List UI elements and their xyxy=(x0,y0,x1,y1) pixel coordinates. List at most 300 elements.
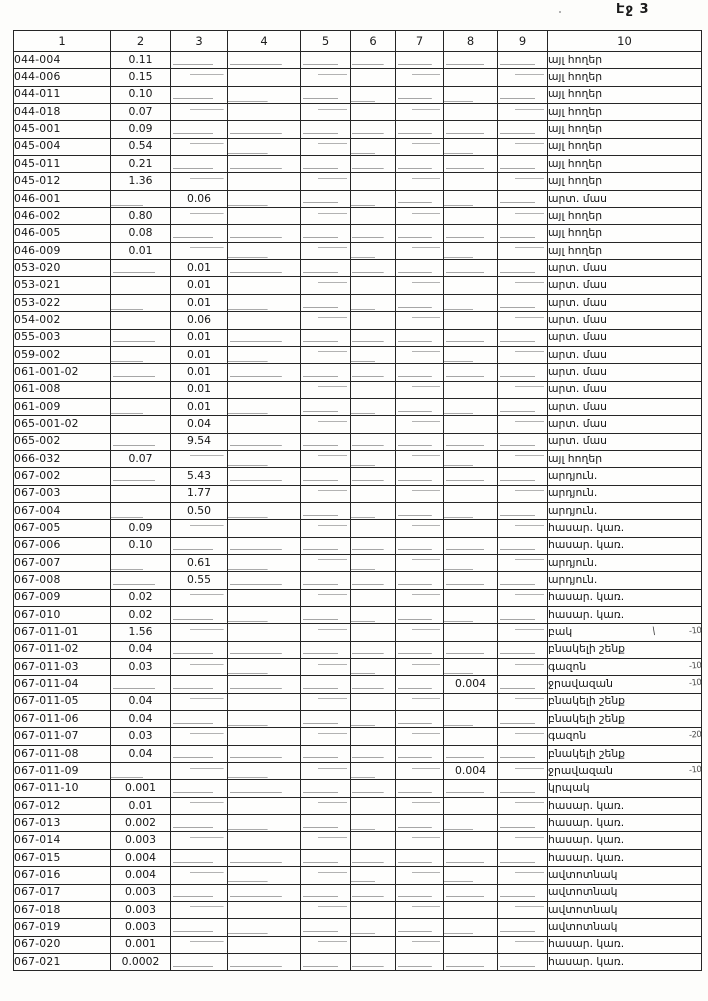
cell-col5 xyxy=(301,104,351,121)
cell-col9 xyxy=(498,763,548,780)
cell-parcel-code: 067-010 xyxy=(14,607,111,624)
cell-col8 xyxy=(444,104,498,121)
cell-col6 xyxy=(351,953,396,970)
table-row xyxy=(14,381,702,398)
table-row xyxy=(14,294,702,311)
cell-col5 xyxy=(301,260,351,277)
cell-landuse: հասար. կառ. xyxy=(548,607,702,624)
cell-landuse: այլ հողեր xyxy=(548,225,702,242)
cell-col7 xyxy=(396,919,444,936)
cell-col9 xyxy=(498,346,548,363)
table-row xyxy=(14,780,702,797)
cell-parcel-code: 055-003 xyxy=(14,329,111,346)
cell-col9 xyxy=(498,572,548,589)
margin-note: -10 xyxy=(688,660,702,672)
cell-col3: 0.01 xyxy=(171,260,228,277)
cell-parcel-code: 067-021 xyxy=(14,953,111,970)
cell-col3: 1.77 xyxy=(171,485,228,502)
cell-col4 xyxy=(228,693,301,710)
cell-parcel-code: 046-005 xyxy=(14,225,111,242)
cell-col3: 0.01 xyxy=(171,398,228,415)
cell-landuse: այլ հողեր xyxy=(548,173,702,190)
cell-col4 xyxy=(228,884,301,901)
cell-parcel-code: 067-015 xyxy=(14,849,111,866)
cell-parcel-code: 044-006 xyxy=(14,69,111,86)
cell-col7 xyxy=(396,381,444,398)
cell-col2: 0.08 xyxy=(111,225,171,242)
cell-col4 xyxy=(228,624,301,641)
cell-parcel-code: 061-001-02 xyxy=(14,364,111,381)
cell-landuse: այլ հողեր xyxy=(548,156,702,173)
cell-col4 xyxy=(228,936,301,953)
land-registry-table xyxy=(13,30,702,971)
cell-col9 xyxy=(498,277,548,294)
cell-col5 xyxy=(301,693,351,710)
table-row xyxy=(14,156,702,173)
cell-col5 xyxy=(301,849,351,866)
cell-col4 xyxy=(228,502,301,519)
cell-col3 xyxy=(171,225,228,242)
cell-col3: 0.01 xyxy=(171,277,228,294)
cell-col5 xyxy=(301,537,351,554)
table-row xyxy=(14,398,702,415)
cell-parcel-code: 059-002 xyxy=(14,346,111,363)
cell-col7 xyxy=(396,69,444,86)
cell-landuse: հասար. կառ. xyxy=(548,936,702,953)
cell-col7 xyxy=(396,901,444,918)
table-body xyxy=(14,52,702,971)
cell-col4 xyxy=(228,69,301,86)
cell-col9 xyxy=(498,919,548,936)
cell-col6 xyxy=(351,381,396,398)
cell-col3 xyxy=(171,919,228,936)
cell-col5 xyxy=(301,763,351,780)
cell-landuse: հասար. կառ. xyxy=(548,849,702,866)
margin-note: -20 xyxy=(688,729,702,741)
table-row xyxy=(14,86,702,103)
cell-col5 xyxy=(301,138,351,155)
cell-col9 xyxy=(498,849,548,866)
cell-col4 xyxy=(228,728,301,745)
cell-col3: 0.04 xyxy=(171,416,228,433)
cell-col2 xyxy=(111,190,171,207)
cell-col9 xyxy=(498,607,548,624)
cell-col4 xyxy=(228,121,301,138)
cell-parcel-code: 053-020 xyxy=(14,260,111,277)
cell-col5 xyxy=(301,901,351,918)
cell-col9 xyxy=(498,867,548,884)
cell-col3: 0.01 xyxy=(171,329,228,346)
cell-col8 xyxy=(444,242,498,259)
cell-col6 xyxy=(351,260,396,277)
header-row xyxy=(14,31,702,52)
table-row xyxy=(14,728,702,745)
cell-col6 xyxy=(351,572,396,589)
cell-col9 xyxy=(498,260,548,277)
cell-col7 xyxy=(396,797,444,814)
table-row xyxy=(14,190,702,207)
cell-col5 xyxy=(301,936,351,953)
cell-col3 xyxy=(171,901,228,918)
cell-col4 xyxy=(228,416,301,433)
cell-col4 xyxy=(228,225,301,242)
cell-col8 xyxy=(444,502,498,519)
cell-col5 xyxy=(301,173,351,190)
cell-parcel-code: 067-016 xyxy=(14,867,111,884)
cell-parcel-code: 044-018 xyxy=(14,104,111,121)
cell-col5 xyxy=(301,294,351,311)
cell-col6 xyxy=(351,676,396,693)
cell-col2 xyxy=(111,554,171,571)
cell-parcel-code: 044-011 xyxy=(14,86,111,103)
cell-landuse: արդյուն. xyxy=(548,502,702,519)
cell-col8 xyxy=(444,537,498,554)
cell-col8 xyxy=(444,416,498,433)
cell-col5 xyxy=(301,884,351,901)
cell-col2: 0.09 xyxy=(111,121,171,138)
cell-col8 xyxy=(444,711,498,728)
cell-col9 xyxy=(498,520,548,537)
cell-landuse: ջրավազան xyxy=(548,763,702,780)
cell-col6 xyxy=(351,398,396,415)
cell-col4 xyxy=(228,190,301,207)
cell-col7 xyxy=(396,676,444,693)
cell-col3 xyxy=(171,121,228,138)
table-row xyxy=(14,225,702,242)
cell-parcel-code: 067-018 xyxy=(14,901,111,918)
cell-col8 xyxy=(444,728,498,745)
cell-col6 xyxy=(351,277,396,294)
cell-landuse: ավտոտնակ xyxy=(548,867,702,884)
cell-col2: 0.80 xyxy=(111,208,171,225)
cell-col7 xyxy=(396,294,444,311)
cell-landuse: հասար. կառ. xyxy=(548,537,702,554)
cell-col9 xyxy=(498,416,548,433)
column-header-5: 5 xyxy=(301,31,351,52)
cell-col9 xyxy=(498,693,548,710)
cell-col5 xyxy=(301,624,351,641)
cell-col4 xyxy=(228,381,301,398)
cell-col6 xyxy=(351,69,396,86)
cell-col3 xyxy=(171,86,228,103)
cell-col3: 0.01 xyxy=(171,381,228,398)
cell-col6 xyxy=(351,832,396,849)
cell-col4 xyxy=(228,815,301,832)
cell-landuse: այլ հողեր xyxy=(548,69,702,86)
table-row xyxy=(14,242,702,259)
cell-parcel-code: 067-007 xyxy=(14,554,111,571)
cell-col4 xyxy=(228,208,301,225)
cell-col7 xyxy=(396,815,444,832)
column-header-8: 8 xyxy=(444,31,498,52)
cell-col4 xyxy=(228,589,301,606)
cell-col8 xyxy=(444,572,498,589)
cell-parcel-code: 067-011-01 xyxy=(14,624,111,641)
cell-landuse: այլ հողեր xyxy=(548,52,702,69)
cell-col8 xyxy=(444,346,498,363)
cell-col4 xyxy=(228,607,301,624)
cell-col6 xyxy=(351,225,396,242)
cell-col7 xyxy=(396,936,444,953)
cell-col2 xyxy=(111,329,171,346)
cell-col3 xyxy=(171,208,228,225)
cell-col4 xyxy=(228,294,301,311)
cell-parcel-code: 067-011-08 xyxy=(14,745,111,762)
cell-parcel-code: 045-004 xyxy=(14,138,111,155)
cell-col6 xyxy=(351,346,396,363)
cell-col8 xyxy=(444,520,498,537)
cell-col3 xyxy=(171,659,228,676)
cell-col6 xyxy=(351,468,396,485)
cell-col8 xyxy=(444,450,498,467)
cell-col7 xyxy=(396,554,444,571)
cell-col9 xyxy=(498,364,548,381)
cell-col4 xyxy=(228,780,301,797)
cell-col2: 0.004 xyxy=(111,849,171,866)
cell-col7 xyxy=(396,884,444,901)
cell-col5 xyxy=(301,52,351,69)
cell-col6 xyxy=(351,450,396,467)
cell-col4 xyxy=(228,554,301,571)
cell-col9 xyxy=(498,624,548,641)
cell-col6 xyxy=(351,919,396,936)
cell-col9 xyxy=(498,312,548,329)
cell-landuse: ավտոտնակ xyxy=(548,884,702,901)
cell-col9 xyxy=(498,86,548,103)
cell-col7 xyxy=(396,763,444,780)
cell-col7 xyxy=(396,450,444,467)
cell-col5 xyxy=(301,659,351,676)
cell-col3 xyxy=(171,641,228,658)
cell-col2 xyxy=(111,260,171,277)
cell-col5 xyxy=(301,156,351,173)
cell-col3 xyxy=(171,69,228,86)
cell-landuse: այլ հողեր xyxy=(548,121,702,138)
cell-col6 xyxy=(351,208,396,225)
cell-col9 xyxy=(498,121,548,138)
cell-parcel-code: 053-022 xyxy=(14,294,111,311)
cell-col7 xyxy=(396,173,444,190)
cell-col6 xyxy=(351,190,396,207)
cell-col4 xyxy=(228,468,301,485)
cell-col6 xyxy=(351,745,396,762)
cell-col6 xyxy=(351,485,396,502)
cell-col7 xyxy=(396,867,444,884)
cell-col3: 0.61 xyxy=(171,554,228,571)
cell-col5 xyxy=(301,277,351,294)
table-row xyxy=(14,346,702,363)
cell-col2 xyxy=(111,294,171,311)
cell-col4 xyxy=(228,156,301,173)
cell-col7 xyxy=(396,277,444,294)
table-row xyxy=(14,901,702,918)
cell-col9 xyxy=(498,433,548,450)
margin-note: -10 xyxy=(688,625,702,637)
cell-col2: 0.04 xyxy=(111,711,171,728)
cell-col7 xyxy=(396,485,444,502)
cell-col3 xyxy=(171,138,228,155)
cell-col9 xyxy=(498,69,548,86)
cell-col9 xyxy=(498,659,548,676)
table-row xyxy=(14,537,702,554)
cell-col2 xyxy=(111,312,171,329)
cell-col6 xyxy=(351,520,396,537)
cell-parcel-code: 067-011-04 xyxy=(14,676,111,693)
cell-col6 xyxy=(351,104,396,121)
cell-col8 xyxy=(444,815,498,832)
cell-col2: 0.10 xyxy=(111,86,171,103)
table-row xyxy=(14,312,702,329)
column-header-2: 2 xyxy=(111,31,171,52)
cell-col4 xyxy=(228,346,301,363)
table-row xyxy=(14,641,702,658)
table-row xyxy=(14,520,702,537)
cell-col5 xyxy=(301,208,351,225)
cell-col3 xyxy=(171,797,228,814)
margin-note: -10 xyxy=(688,764,702,776)
cell-landuse: ավտոտնակ xyxy=(548,901,702,918)
cell-col6 xyxy=(351,537,396,554)
cell-col9 xyxy=(498,711,548,728)
cell-col7 xyxy=(396,953,444,970)
cell-col6 xyxy=(351,763,396,780)
cell-col8 xyxy=(444,901,498,918)
cell-parcel-code: 067-013 xyxy=(14,815,111,832)
cell-col4 xyxy=(228,797,301,814)
cell-col8 xyxy=(444,936,498,953)
cell-col4 xyxy=(228,52,301,69)
cell-parcel-code: 067-002 xyxy=(14,468,111,485)
cell-col5 xyxy=(301,589,351,606)
table-row xyxy=(14,572,702,589)
cell-col3 xyxy=(171,537,228,554)
cell-col7 xyxy=(396,624,444,641)
cell-col6 xyxy=(351,797,396,814)
cell-col4 xyxy=(228,901,301,918)
cell-col3: 0.01 xyxy=(171,346,228,363)
cell-col8 xyxy=(444,884,498,901)
cell-col5 xyxy=(301,329,351,346)
cell-col8 xyxy=(444,398,498,415)
cell-col8 xyxy=(444,121,498,138)
cell-landuse: հասար. կառ. xyxy=(548,520,702,537)
cell-col6 xyxy=(351,624,396,641)
cell-col7 xyxy=(396,242,444,259)
table-row xyxy=(14,364,702,381)
cell-landuse: այլ հողեր xyxy=(548,450,702,467)
cell-parcel-code: 045-011 xyxy=(14,156,111,173)
cell-col7 xyxy=(396,329,444,346)
cell-parcel-code: 067-011-03 xyxy=(14,659,111,676)
cell-col2: 0.21 xyxy=(111,156,171,173)
cell-col7 xyxy=(396,659,444,676)
cell-col4 xyxy=(228,138,301,155)
cell-col2 xyxy=(111,468,171,485)
cell-col8 xyxy=(444,312,498,329)
cell-col4 xyxy=(228,867,301,884)
cell-col4 xyxy=(228,277,301,294)
cell-col8 xyxy=(444,659,498,676)
table-row xyxy=(14,919,702,936)
cell-landuse: հասար. կառ. xyxy=(548,815,702,832)
cell-col8 xyxy=(444,780,498,797)
cell-col6 xyxy=(351,329,396,346)
table-row xyxy=(14,745,702,762)
cell-landuse: ջրավազան xyxy=(548,676,702,693)
cell-col5 xyxy=(301,433,351,450)
cell-col3 xyxy=(171,693,228,710)
cell-col7 xyxy=(396,693,444,710)
cell-col2 xyxy=(111,572,171,589)
cell-col3 xyxy=(171,815,228,832)
cell-col7 xyxy=(396,537,444,554)
cell-col5 xyxy=(301,381,351,398)
cell-col7 xyxy=(396,121,444,138)
column-header-6: 6 xyxy=(351,31,396,52)
cell-parcel-code: 067-012 xyxy=(14,797,111,814)
cell-parcel-code: 067-017 xyxy=(14,884,111,901)
cell-col9 xyxy=(498,953,548,970)
cell-col2: 0.003 xyxy=(111,901,171,918)
cell-col8 xyxy=(444,86,498,103)
cell-parcel-code: 067-005 xyxy=(14,520,111,537)
cell-col3 xyxy=(171,936,228,953)
cell-col7 xyxy=(396,52,444,69)
cell-landuse: այլ հողեր xyxy=(548,242,702,259)
cell-col2: 0.04 xyxy=(111,641,171,658)
cell-col7 xyxy=(396,225,444,242)
cell-col4 xyxy=(228,104,301,121)
cell-col7 xyxy=(396,832,444,849)
table-row xyxy=(14,763,702,780)
cell-landuse: բնակելի շենք xyxy=(548,641,702,658)
cell-col9 xyxy=(498,242,548,259)
cell-parcel-code: 061-009 xyxy=(14,398,111,415)
cell-col3: 0.01 xyxy=(171,294,228,311)
cell-col7 xyxy=(396,641,444,658)
cell-col2 xyxy=(111,381,171,398)
cell-col9 xyxy=(498,745,548,762)
cell-col8 xyxy=(444,381,498,398)
cell-col4 xyxy=(228,398,301,415)
cell-parcel-code: 065-001-02 xyxy=(14,416,111,433)
cell-landuse: արտ. մաս xyxy=(548,433,702,450)
cell-col9 xyxy=(498,780,548,797)
cell-landuse: արդյուն. xyxy=(548,485,702,502)
cell-col9 xyxy=(498,901,548,918)
cell-col3: 5.43 xyxy=(171,468,228,485)
cell-col5 xyxy=(301,780,351,797)
cell-col8 xyxy=(444,190,498,207)
cell-col9 xyxy=(498,485,548,502)
cell-col9 xyxy=(498,641,548,658)
cell-col3 xyxy=(171,450,228,467)
cell-col6 xyxy=(351,86,396,103)
cell-col6 xyxy=(351,693,396,710)
cell-col9 xyxy=(498,502,548,519)
cell-col4 xyxy=(228,364,301,381)
table-row xyxy=(14,607,702,624)
table-row xyxy=(14,52,702,69)
cell-col2: 0.15 xyxy=(111,69,171,86)
cell-col8 xyxy=(444,745,498,762)
cell-col8 xyxy=(444,797,498,814)
cell-col2: 0.003 xyxy=(111,884,171,901)
cell-col3 xyxy=(171,832,228,849)
table-row xyxy=(14,797,702,814)
cell-col7 xyxy=(396,468,444,485)
cell-col8 xyxy=(444,208,498,225)
